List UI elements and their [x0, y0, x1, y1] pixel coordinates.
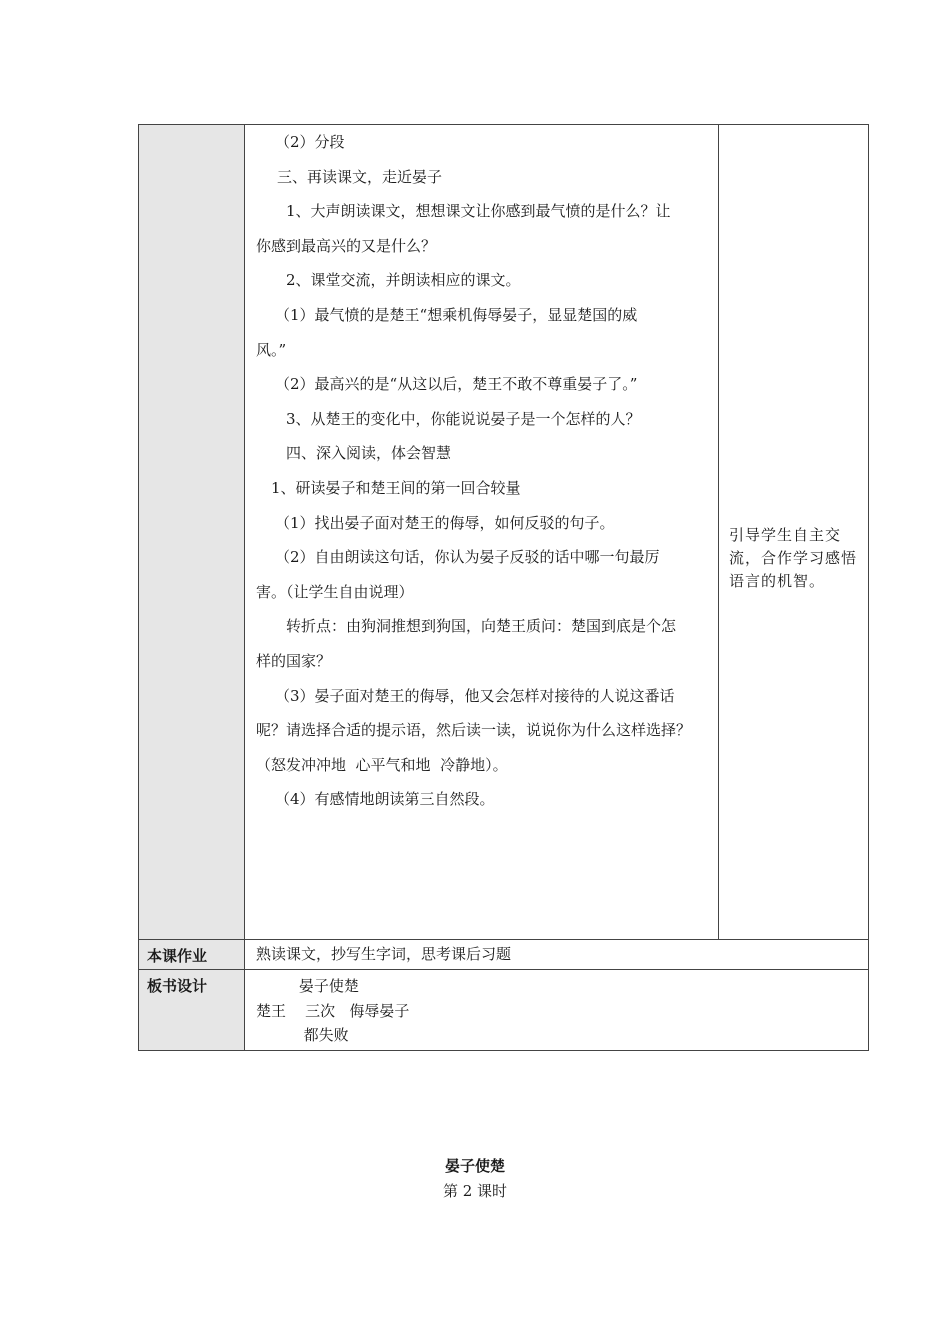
content-line: 三、再读课文，走近晏子: [277, 167, 443, 186]
teaching-content-lines: [245, 125, 718, 819]
board-design-line: 晏子使楚: [256, 977, 359, 995]
board-design-line: 都失败: [256, 1026, 349, 1044]
lesson-plan-table: [138, 124, 869, 1051]
content-line: 你感到最高兴的又是什么？: [256, 236, 437, 255]
content-line: 呢？请选择合适的提示语，然后读一读，说说你为什么这样选择？: [256, 721, 692, 740]
content-line: 2、课堂交流，并朗读相应的课文。: [286, 271, 521, 290]
content-line: （怒发冲冲地 心平气和地 冷静地）。: [256, 755, 508, 774]
content-line: 转折点：由狗洞推想到狗国，向楚王质问：楚国到底是个怎: [286, 617, 677, 636]
content-line: 害。（让学生自由说理）: [256, 582, 414, 601]
board-design-content: [245, 970, 869, 1051]
design-intent-note: 引导学生自主交流，合作学习感悟语言的机智。: [729, 526, 858, 590]
content-line: （2）自由朗读这句话，你认为晏子反驳的话中哪一句最厉: [275, 548, 660, 567]
content-line: （1）最气愤的是楚王“想乘机侮辱晏子，显显楚国的威: [275, 305, 638, 324]
content-line: （2）最高兴的是“从这以后，楚王不敢不尊重晏子了。”: [275, 375, 638, 394]
homework-text: 熟读课文，抄写生字词，思考课后习题: [245, 940, 869, 970]
content-line: 风。”: [256, 340, 287, 359]
homework-row: [139, 940, 869, 970]
content-line: 1、研读晏子和楚王间的第一回合较量: [271, 478, 521, 497]
row-label-cell-empty: [139, 125, 245, 940]
teaching-content-cell: [245, 125, 719, 940]
next-lesson-title: 晏子使楚: [444, 1157, 505, 1175]
content-line: （2）分段: [275, 133, 345, 151]
content-line: 1、大声朗读课文，想想课文让你感到最气愤的是什么？让: [286, 202, 671, 221]
content-line: 3、从楚王的变化中，你能说说晏子是一个怎样的人？: [286, 409, 641, 428]
design-intent-cell: [719, 125, 869, 940]
content-line: （4）有感情地朗读第三自然段。: [275, 790, 495, 809]
content-line: 四、深入阅读，体会智慧: [286, 444, 452, 463]
content-line: 样的国家？: [256, 651, 332, 670]
board-design-row: [139, 970, 869, 1051]
board-design-line: 楚王 三次 侮辱晏子: [256, 1001, 410, 1020]
board-design-label: 板书设计: [139, 970, 245, 1051]
content-line: （1）找出晏子面对楚王的侮辱，如何反驳的句子。: [275, 513, 615, 532]
teaching-process-row: [139, 125, 869, 940]
next-lesson-subtitle: 第 2 课时: [442, 1182, 508, 1200]
homework-label: 本课作业: [139, 940, 245, 970]
content-line: （3）晏子面对楚王的侮辱，他又会怎样对接待的人说这番话: [275, 686, 675, 705]
